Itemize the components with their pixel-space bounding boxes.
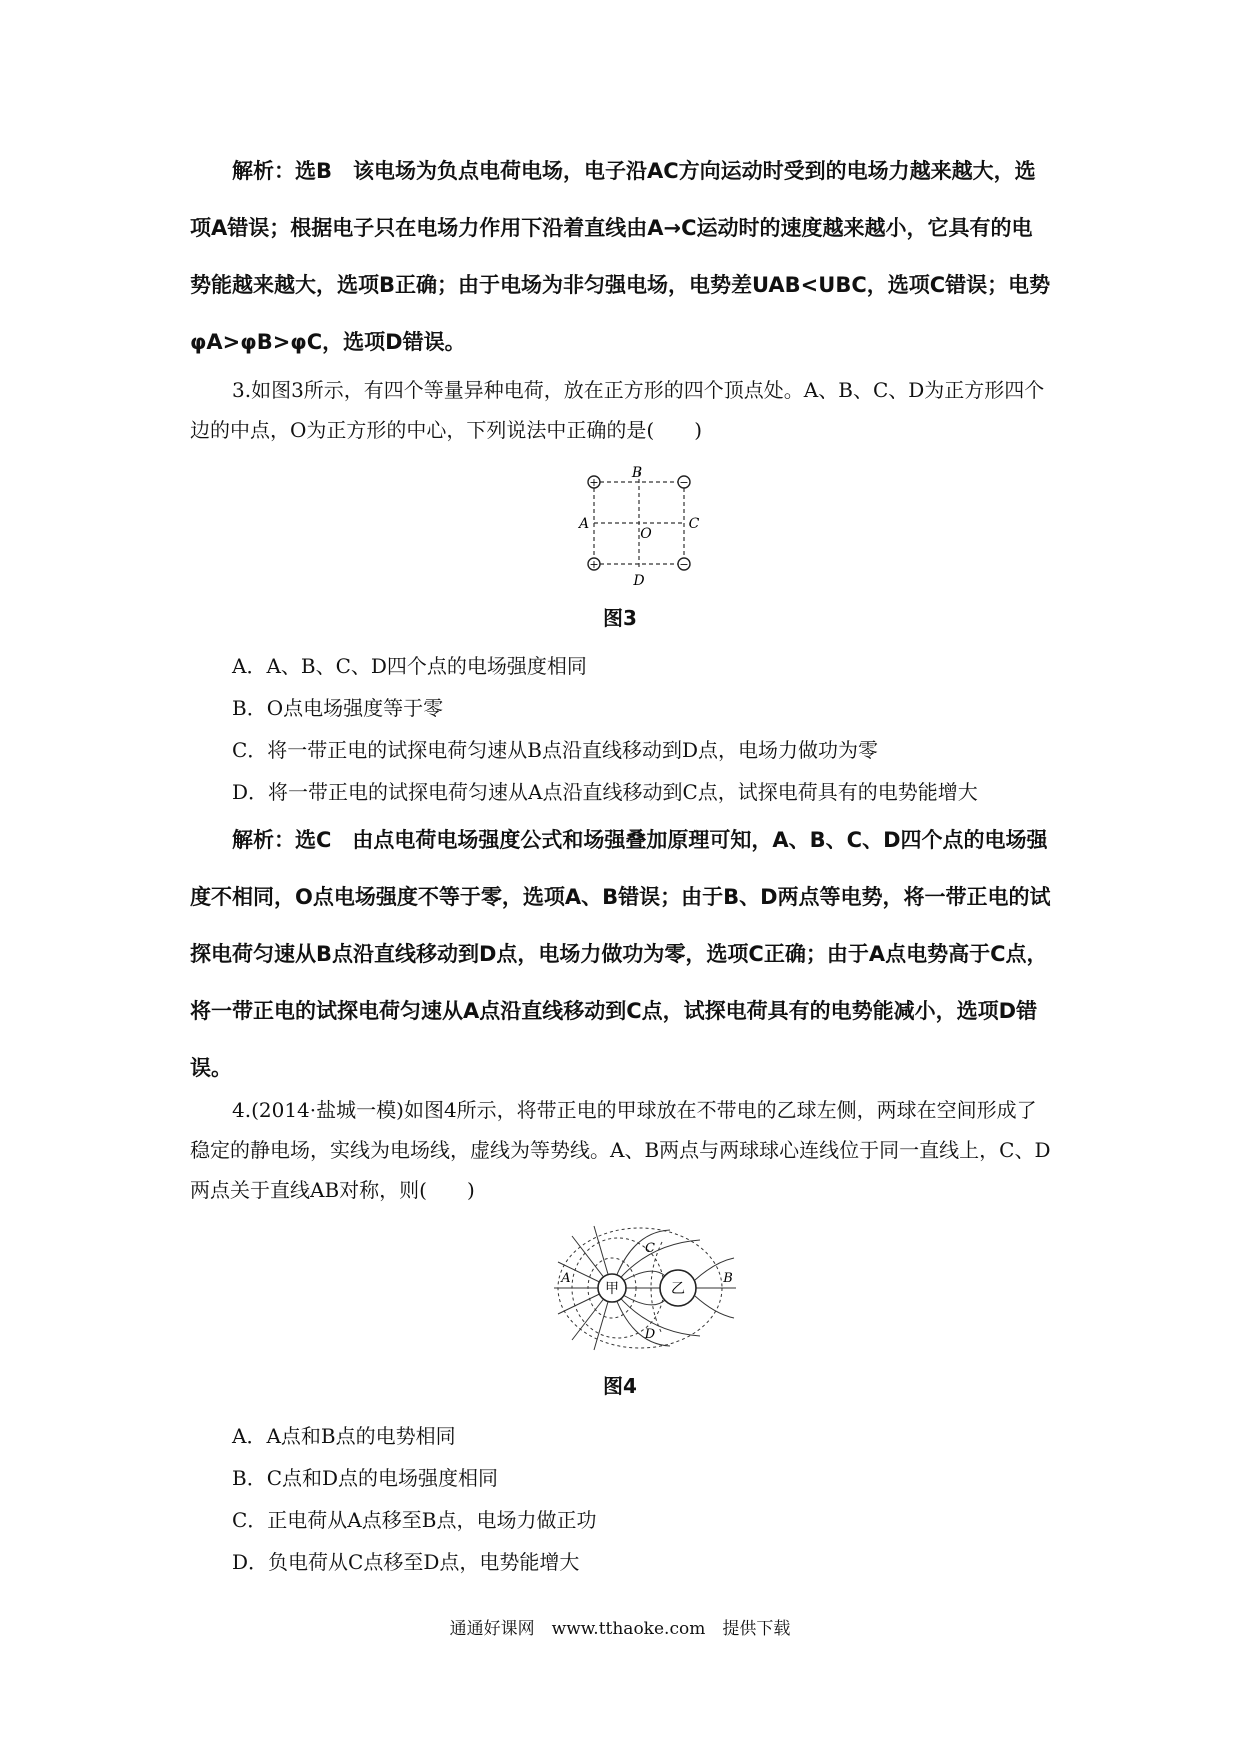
analysis-2 xyxy=(190,143,1052,371)
analysis-3 xyxy=(190,812,1052,1097)
point-label-d: D xyxy=(644,1327,656,1342)
figure-4-diagram xyxy=(550,1222,740,1354)
analysis-2-text: 该电场为负点电荷电场，电子沿AC方向运动时受到的电场力越来越大，选项A错误；根据电子只在电场力作用下沿着直线由A→C运动时的速度越来越小，它具有的电势能越来越大，选项B正确；由于电场为非匀强电场，电势差UAB<UBC，选项C错误；电势φA>φB>φC，选项D错误。 xyxy=(190,159,1051,354)
question-3-stem: 3.如图3所示，有四个等量异种电荷，放在正方形的四个顶点处。A、B、C、D为正方形四个边的中点，O为正方形的中心，下列说法中正确的是( ) xyxy=(190,378,1045,442)
point-label-a: A xyxy=(578,516,590,532)
analysis-3-text: 由点电荷电场强度公式和场强叠加原理可知，A、B、C、D四个点的电场强度不相同，O点电场强度不等于零，选项A、B错误；由于B、D两点等电势，将一带正电的试探电荷匀速从B点沿直线移动到D点，电场力做功为零，选项C正确；由于A点电势高于C点，将一带正电的试探电荷匀速从A点沿直线移动到C点，试探电荷具有的电势能减小，选项D错误。 xyxy=(190,828,1051,1080)
analysis-3-label: 解析：选C xyxy=(232,828,332,852)
point-label-b: B xyxy=(631,465,643,481)
question-4-option-d: D．负电荷从C点移至D点，电势能增大 xyxy=(232,1550,580,1574)
point-label-d: D xyxy=(633,573,645,589)
point-label-a: A xyxy=(561,1271,571,1286)
analysis-2-label: 解析：选B xyxy=(232,159,333,183)
charge-sign-br: − xyxy=(679,558,689,571)
ball-yi-label: 乙 xyxy=(671,1281,685,1297)
figure-3-diagram xyxy=(580,464,700,590)
question-4-option-b: B．C点和D点的电场强度相同 xyxy=(232,1466,499,1490)
square-dashed-lines xyxy=(594,472,684,570)
question-4-option-a: A．A点和B点的电势相同 xyxy=(232,1424,456,1448)
charge-sign-tl: + xyxy=(589,476,599,489)
question-3-option-c: C．将一带正电的试探电荷匀速从B点沿直线移动到D点，电场力做功为零 xyxy=(232,738,879,762)
page-footer: 通通好课网 www.tthaoke.com 提供下载 xyxy=(449,1619,791,1639)
question-4-option-c: C．正电荷从A点移至B点，电场力做正功 xyxy=(232,1508,597,1532)
point-label-c: C xyxy=(645,1241,655,1256)
charge-sign-bl: + xyxy=(589,558,599,571)
ball-jia-label: 甲 xyxy=(605,1281,619,1297)
point-label-c: C xyxy=(688,516,700,532)
figure-4-caption: 图4 xyxy=(603,1374,637,1398)
question-3-option-b: B．O点电场强度等于零 xyxy=(232,696,444,720)
question-3-option-d: D．将一带正电的试探电荷匀速从A点沿直线移动到C点，试探电荷具有的电势能增大 xyxy=(232,780,978,804)
figure-3-caption: 图3 xyxy=(603,606,637,630)
point-label-b: B xyxy=(723,1271,733,1286)
question-4-stem: 4.(2014·盐城一模)如图4所示，将带正电的甲球放在不带电的乙球左侧，两球在空间形成了稳定的静电场，实线为电场线，虚线为等势线。A、B两点与两球球心连线位于同一直线上，C、D两点关于直线AB对称，则( ) xyxy=(190,1098,1051,1202)
charge-sign-tr: − xyxy=(679,476,689,489)
question-3-option-a: A．A、B、C、D四个点的电场强度相同 xyxy=(232,654,587,678)
point-label-o: O xyxy=(640,526,652,542)
